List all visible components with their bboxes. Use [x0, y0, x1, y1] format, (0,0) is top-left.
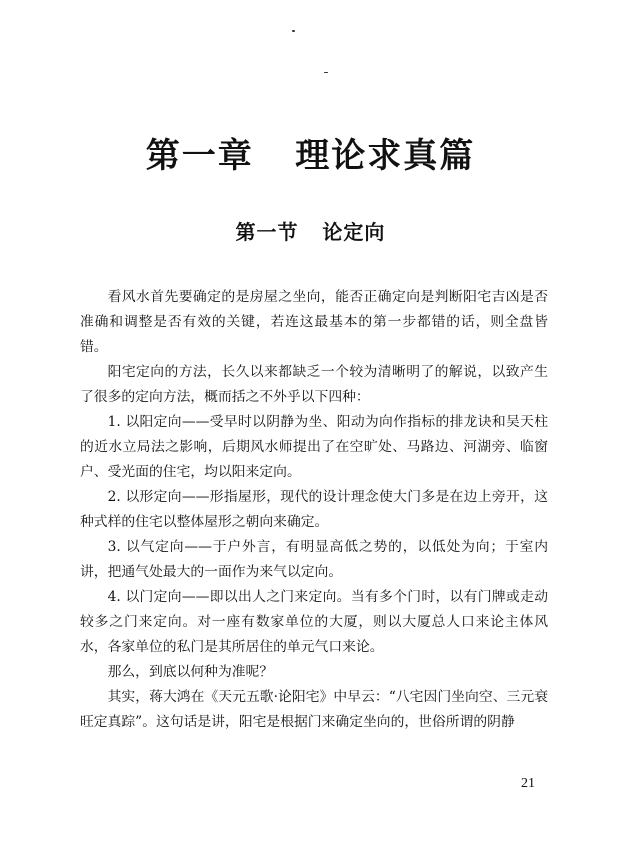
- scan-speck: [324, 72, 328, 73]
- page-number: 21: [521, 776, 535, 791]
- scan-speck: [292, 30, 295, 32]
- paragraph: 4. 以门定向——即以出人之门来定向。当有多个门时，以有门牌或走动较多之门来定向。对一座有数家单位的大厦，则以大厦总人口来论主体风水，各家单位的私门是其所居住的单元气口来论。: [80, 589, 548, 655]
- paragraph: 那么，到底以何种为准呢？: [107, 664, 274, 680]
- chapter-title: 第一章 理论求真篇: [145, 136, 476, 176]
- paragraph: 2. 以形定向——形指屋形，现代的设计理念使大门多是在边上旁开，这种式样的住宅以整体屋形之朝向来确定。: [80, 489, 548, 530]
- section-title: 第一节 论定向: [235, 220, 386, 244]
- paragraph: 1. 以阳定向——受早时以阴静为坐、阳动为向作指标的排龙诀和吴天柱的近水立局法之影响，后期风水师提出了在空旷处、马路边、河湖旁、临窗户、受光面的住宅，均以阳来定向。: [80, 414, 548, 480]
- paragraph: 3. 以气定向——于户外言，有明显高低之势的，以低处为向；于室内讲，把通气处最大的一面作为来气以定向。: [80, 539, 548, 580]
- paragraph: 看风水首先要确定的是房屋之坐向，能否正确定向是判断阳宅吉凶是否准确和调整是否有效的关键，若连这最基本的第一步都错的话，则全盘皆错。: [80, 289, 548, 355]
- paragraph: 阳宅定向的方法，长久以来都缺乏一个较为清晰明了的解说，以致产生了很多的定向方法，概而括之不外乎以下四种：: [80, 364, 548, 405]
- body-text: [80, 285, 548, 735]
- paragraph: 其实，蒋大鸿在《天元五歌·论阳宅》中早云：“八宅因门坐向空、三元衰旺定真踪”。这句话是讲，阳宅是根据门来确定坐向的，世俗所谓的阴静: [80, 689, 548, 730]
